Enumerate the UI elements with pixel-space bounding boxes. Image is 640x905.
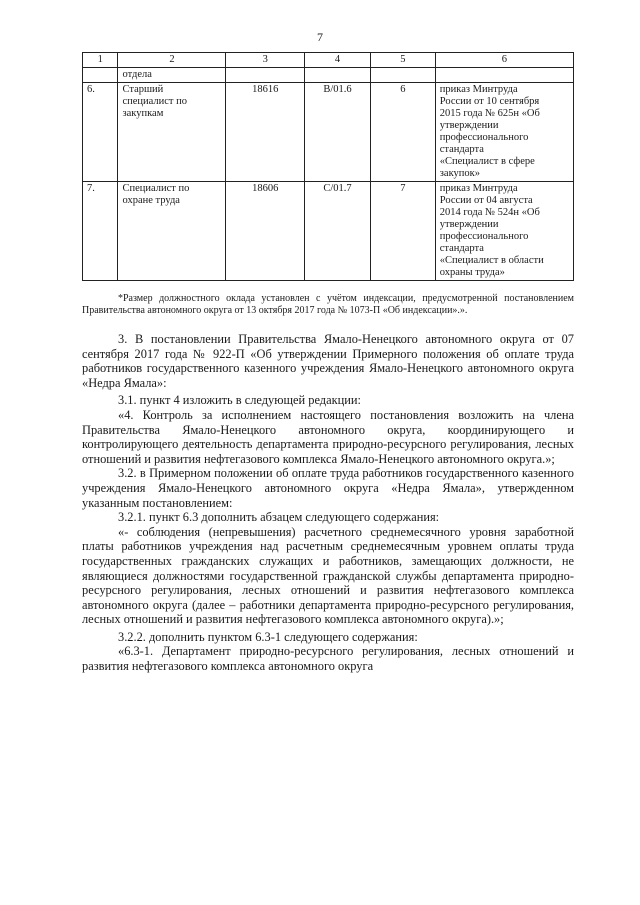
table-continuation-row	[83, 68, 574, 83]
position-line: специалист по	[122, 96, 188, 107]
basis-line: «Специалист в сфере	[439, 156, 535, 167]
basis-line: стандарта	[439, 243, 484, 254]
basis-line: утверждении	[439, 219, 499, 230]
paragraph-clause-4: «4. Контроль за исполнением настоящего постановления возложить на члена Правительства Ямало-Ненецкого автономного округа, координирующего и контролирующего деятельность департамента природно-ресурсного регулирования, лесных отношений и развития нефтегазового комплекса Ямало-Ненецкого автономного округа.»;	[82, 407, 574, 466]
code-cell: 18616	[226, 83, 305, 182]
qualification-cell: 6	[371, 83, 436, 182]
level-cell: В/01.6	[304, 83, 370, 182]
paragraph-6-3-1: «6.3-1. Департамент природно-ресурсного регулирования, лесных отношений и развития нефтегазового комплекса автономного округа	[82, 644, 574, 674]
level-cell: С/01.7	[304, 182, 370, 281]
basis-line: России от 10 сентября	[439, 96, 540, 107]
column-header-1: 1	[83, 53, 118, 68]
qualification-cell: 7	[371, 182, 436, 281]
basis-line: «Специалист в области	[439, 255, 544, 266]
basis-line: профессионального	[439, 231, 529, 242]
row-number: 7.	[83, 182, 118, 281]
basis-line: России от 04 августа	[439, 195, 533, 206]
paragraph-3-2-1: 3.2.1. пункт 6.3 дополнить абзацем следующего содержания:	[118, 510, 440, 525]
table-row	[83, 83, 574, 182]
paragraph-3-2: 3.2. в Примерном положении об оплате труда работников государственного казенного учреждения Ямало-Ненецкого автономного округа «Недра Ямала», утвержденном указанным постановлением:	[82, 466, 574, 510]
basis-line: стандарта	[439, 144, 484, 155]
paragraph-compliance: «- соблюдения (непревышения) расчетного среднемесячного уровня заработной платы работников учреждения над расчетным среднемесячным уровнем оплаты труда государственных гражданских служащих и работников, замещающих должности, не являющиеся должностями государственной гражданской службы департамента природно-ресурсного регулирования, лесных отношений и развития нефтегазового комплекса автономного округа (далее – работники департамента природно-ресурсного регулирования, лесных отношений и развития нефтегазового комплекса автономного округа).»;	[82, 524, 574, 627]
row-number: 6.	[83, 83, 118, 182]
position-line: Специалист по	[122, 183, 190, 194]
basis-line: приказ Минтруда	[439, 183, 518, 194]
column-header-3: 3	[226, 53, 305, 68]
basis-line: охраны труда»	[439, 267, 505, 278]
column-header-6: 6	[435, 53, 573, 68]
table-footnote: *Размер должностного оклада установлен с учётом индексации, предусмотренной постановлением Правительства автономного округа от 13 октября 2017 года № 1073-П «Об индексации».».	[82, 293, 574, 316]
position-cell	[118, 83, 226, 182]
column-header-2: 2	[118, 53, 226, 68]
basis-line: утверждении	[439, 120, 499, 131]
basis-line: закупок»	[439, 168, 480, 179]
column-header-5: 5	[371, 53, 436, 68]
basis-line: 2014 года № 524н «Об	[439, 207, 540, 218]
basis-line: приказ Минтруда	[439, 84, 518, 95]
page-number: 7	[317, 30, 323, 44]
position-line: закупкам	[122, 108, 164, 119]
column-header-4: 4	[304, 53, 370, 68]
paragraph-3: 3. В постановлении Правительства Ямало-Ненецкого автономного округа от 07 сентября 2017 года № 922-П «Об утверждении Примерного положения об оплате труда работников государственного казенного учреждения Ямало-Ненецкого автономного округа «Недра Ямала»:	[82, 332, 574, 390]
table-header-row	[83, 53, 574, 68]
basis-line: профессионального	[439, 132, 529, 143]
basis-cell	[435, 182, 573, 281]
position-cell	[118, 182, 226, 281]
basis-cell	[435, 83, 573, 182]
position-line: охране труда	[122, 195, 180, 206]
document-body	[82, 332, 574, 674]
continued-cell: отдела	[118, 68, 226, 83]
position-line: Старший	[122, 84, 164, 95]
positions-table	[82, 52, 574, 281]
code-cell: 18606	[226, 182, 305, 281]
table-row	[83, 182, 574, 281]
basis-line: 2015 года № 625н «Об	[439, 108, 540, 119]
paragraph-3-1: 3.1. пункт 4 изложить в следующей редакции:	[118, 393, 361, 408]
paragraph-3-2-2: 3.2.2. дополнить пунктом 6.3-1 следующего содержания:	[118, 629, 418, 644]
